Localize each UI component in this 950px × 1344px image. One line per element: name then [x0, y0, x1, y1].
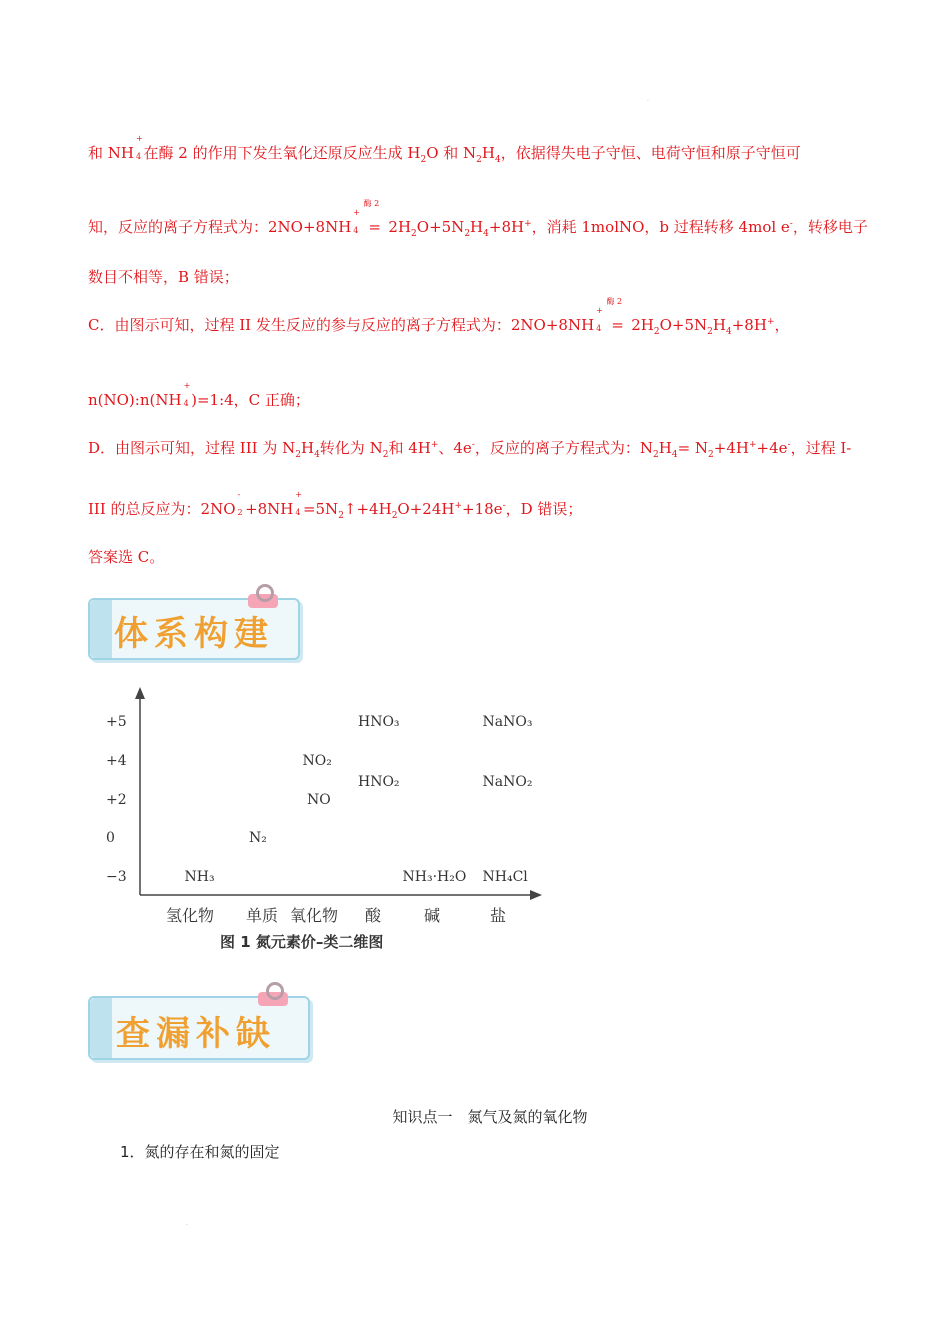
y-tick-label: 0 [106, 830, 115, 846]
stray-dot: . [186, 1220, 188, 1227]
section-title: 查漏补缺 [116, 1014, 276, 1054]
data-point-label: HNO₃ [358, 714, 400, 730]
section-badge-review [88, 988, 313, 1064]
x-category-label: 酸 [365, 906, 382, 925]
stray-dot: . [647, 96, 649, 103]
para-6: D．由图示可知，过程 III 为 $N_2H_4$转化为 $N_2$和 4H+、4e-，反应的离子方程式为：$N_2H_4= N_2+4H^++4e^-$，过程 I- [88, 439, 852, 460]
section-title: 体系构建 [114, 614, 274, 654]
y-tick-label: +4 [106, 753, 127, 769]
para-2: 知，反应的离子方程式为：2NO+8NH + 4 酶 2 = $2H_2O+5N_2H_4+8H^+$，消耗 1molNO，b 过程转移 4mol e-，转移电子 [88, 199, 868, 239]
x-category-label: 单质 [246, 906, 279, 925]
para-4: C．由图示可知，过程 II 发生反应的参与反应的离子方程式为：2NO+8NH + 4 酶 2 = $2H_2O+5N_2H_4+8H^+$， [88, 297, 790, 337]
x-category-label: 氧化物 [290, 906, 339, 925]
x-category-label: 碱 [424, 906, 441, 925]
para-7: III 的总反应为：2NO - 2 +8NH + 4 $=5N_2↑+4H_2O+24H^++18e^-$，D 错误； [88, 490, 583, 521]
chart-caption: 图 1 氮元素价–类二维图 [220, 933, 384, 951]
x-category-label: 氢化物 [166, 906, 215, 925]
y-tick-label: −3 [106, 869, 127, 885]
y-tick-label: +5 [106, 714, 127, 730]
para-5: n(NO):n(NH + 4 )=1:4，C 正确； [88, 381, 310, 409]
x-category-label: 盐 [490, 906, 507, 925]
y-tick-label: +2 [106, 792, 127, 808]
data-point-label: HNO₂ [358, 774, 400, 790]
section-badge-system [88, 592, 303, 664]
data-point-label: NH₄Cl [482, 869, 528, 885]
x-axis-arrow [530, 890, 542, 900]
data-point-label: NO [307, 792, 331, 808]
paperclip-icon [258, 992, 288, 1006]
data-point-label: NaNO₂ [482, 774, 533, 790]
knowledge-heading: 知识点一 氮气及氮的氧化物 [392, 1108, 588, 1126]
data-point-label: NH₃·H₂O [402, 869, 467, 885]
data-point-label: NO₂ [302, 753, 332, 769]
data-point-label: NaNO₃ [482, 714, 533, 730]
y-axis-arrow [135, 687, 145, 699]
data-point-label: N₂ [249, 830, 267, 846]
para-8: 答案选 C。 [88, 548, 165, 566]
para-3: 数目不相等，B 错误； [88, 268, 239, 286]
para-1: 和 NH + 4 在酶 2 的作用下发生氧化还原反应生成 $H_2O$ 和 $N_2H_4$，依据得失电子守恒、电荷守恒和原子守恒可 [88, 134, 801, 165]
subheading: 1．氮的存在和氮的固定 [120, 1143, 280, 1161]
data-point-label: NH₃ [184, 869, 215, 885]
